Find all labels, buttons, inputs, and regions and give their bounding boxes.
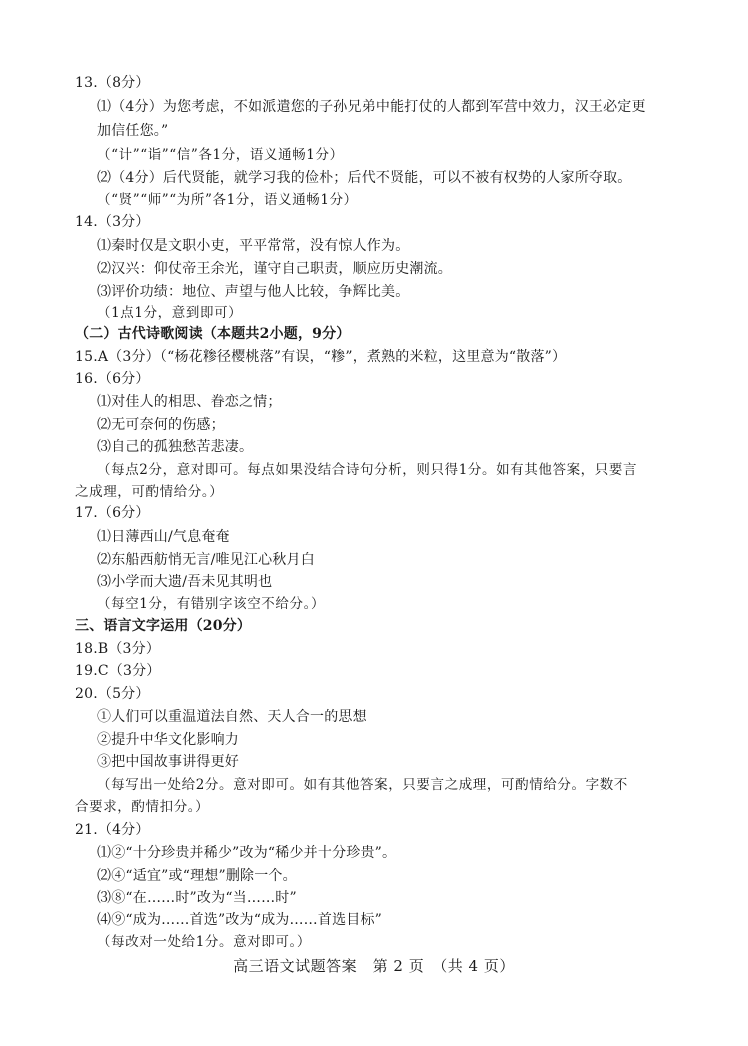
answer-17-1: ⑴日薄西山/气息奄奄 (97, 529, 230, 545)
answer-20-point-3: ③把中国故事讲得更好 (97, 754, 239, 770)
answer-13-1-scoring: （“计”“诣”“信”各1分，语义通畅1分） (97, 147, 344, 163)
answer-20-point-1: ①人们可以重温道法自然、天人合一的思想 (97, 709, 367, 725)
answer-17-scoring: （每空1分，有错别字该空不给分。） (97, 596, 326, 612)
answer-21-scoring: （每改对一处给1分。意对即可。） (97, 934, 311, 950)
section-poetry-heading: （二）古代诗歌阅读（本题共2小题，9分） (75, 326, 351, 342)
answer-20-point-2: ②提升中华文化影响力 (97, 732, 239, 748)
answer-16-point-3: ⑶自己的孤独愁苦悲凄。 (97, 439, 254, 455)
answer-19: 19.C（3分） (75, 663, 161, 679)
answer-16-point-2: ⑵无可奈何的伤感； (97, 417, 225, 433)
question-20-heading: 20.（5分） (75, 686, 150, 702)
answer-20-scoring: （每写出一处给2分。意对即可。如有其他答案，只要言之成理，可酌情给分。字数不 (97, 777, 628, 793)
answer-13-2-text: ⑵（4分）后代贤能，就学习我的俭朴；后代不贤能，可以不被有权势的人家所夺取。 (97, 170, 632, 186)
question-16-heading: 16.（6分） (75, 371, 150, 387)
answer-14-point-1: ⑴秦时仅是文职小吏，平平常常，没有惊人作为。 (97, 238, 410, 254)
answer-21-3: ⑶⑧“在……时”改为“当……时” (97, 890, 297, 906)
answer-21-4: ⑷⑨“成为……首选”改为“成为……首选目标” (97, 912, 383, 928)
answer-13-1-text-cont: 加信任您。” (97, 123, 169, 139)
question-13-heading: 13.（8分） (75, 75, 150, 91)
answer-17-3: ⑶小学而大遗/吾未见其明也 (97, 574, 273, 590)
answer-21-1: ⑴②“十分珍贵并稀少”改为“稀少并十分珍贵”。 (97, 845, 397, 861)
answer-20-scoring-cont: 合要求，酌情扣分。） (75, 799, 210, 815)
answer-14-point-2: ⑵汉兴：仰仗帝王余光，谨守自己职责，顺应历史潮流。 (97, 261, 452, 277)
page-footer: 高三语文试题答案 第 2 页 （共 4 页） (233, 957, 515, 975)
section-language-heading: 三、语言文字运用（20分） (75, 618, 252, 634)
answer-18: 18.B（3分） (75, 641, 161, 657)
question-21-heading: 21.（4分） (75, 822, 150, 838)
answer-17-2: ⑵东船西舫悄无言/唯见江心秋月白 (97, 552, 315, 568)
answer-14-point-3: ⑶评价功绩：地位、声望与他人比较，争辉比美。 (97, 284, 410, 300)
answer-16-scoring-cont: 之成理，可酌情给分。） (75, 484, 224, 500)
answer-16-point-1: ⑴对佳人的相思、眷恋之情； (97, 394, 282, 410)
answer-21-2: ⑵④“适宜”或“理想”删除一个。 (97, 868, 297, 884)
answer-15: 15.A（3分）（“杨花糁径樱桃落”有误，“糁”，煮熟的米粒，这里意为“散落”） (75, 349, 567, 365)
answer-13-2-scoring: （“贤”“师”“为所”各1分，语义通畅1分） (97, 192, 358, 208)
question-17-heading: 17.（6分） (75, 505, 150, 521)
question-14-heading: 14.（3分） (75, 214, 150, 230)
answer-14-scoring: （1点1分，意到即可） (97, 305, 243, 321)
answer-16-scoring: （每点2分，意对即可。每点如果没结合诗句分析，则只得1分。如有其他答案，只要言 (97, 462, 638, 478)
answer-13-1-text: ⑴（4分）为您考虑，不如派遣您的子孙兄弟中能打仗的人都到军营中效力，汉王必定更 (97, 99, 646, 115)
